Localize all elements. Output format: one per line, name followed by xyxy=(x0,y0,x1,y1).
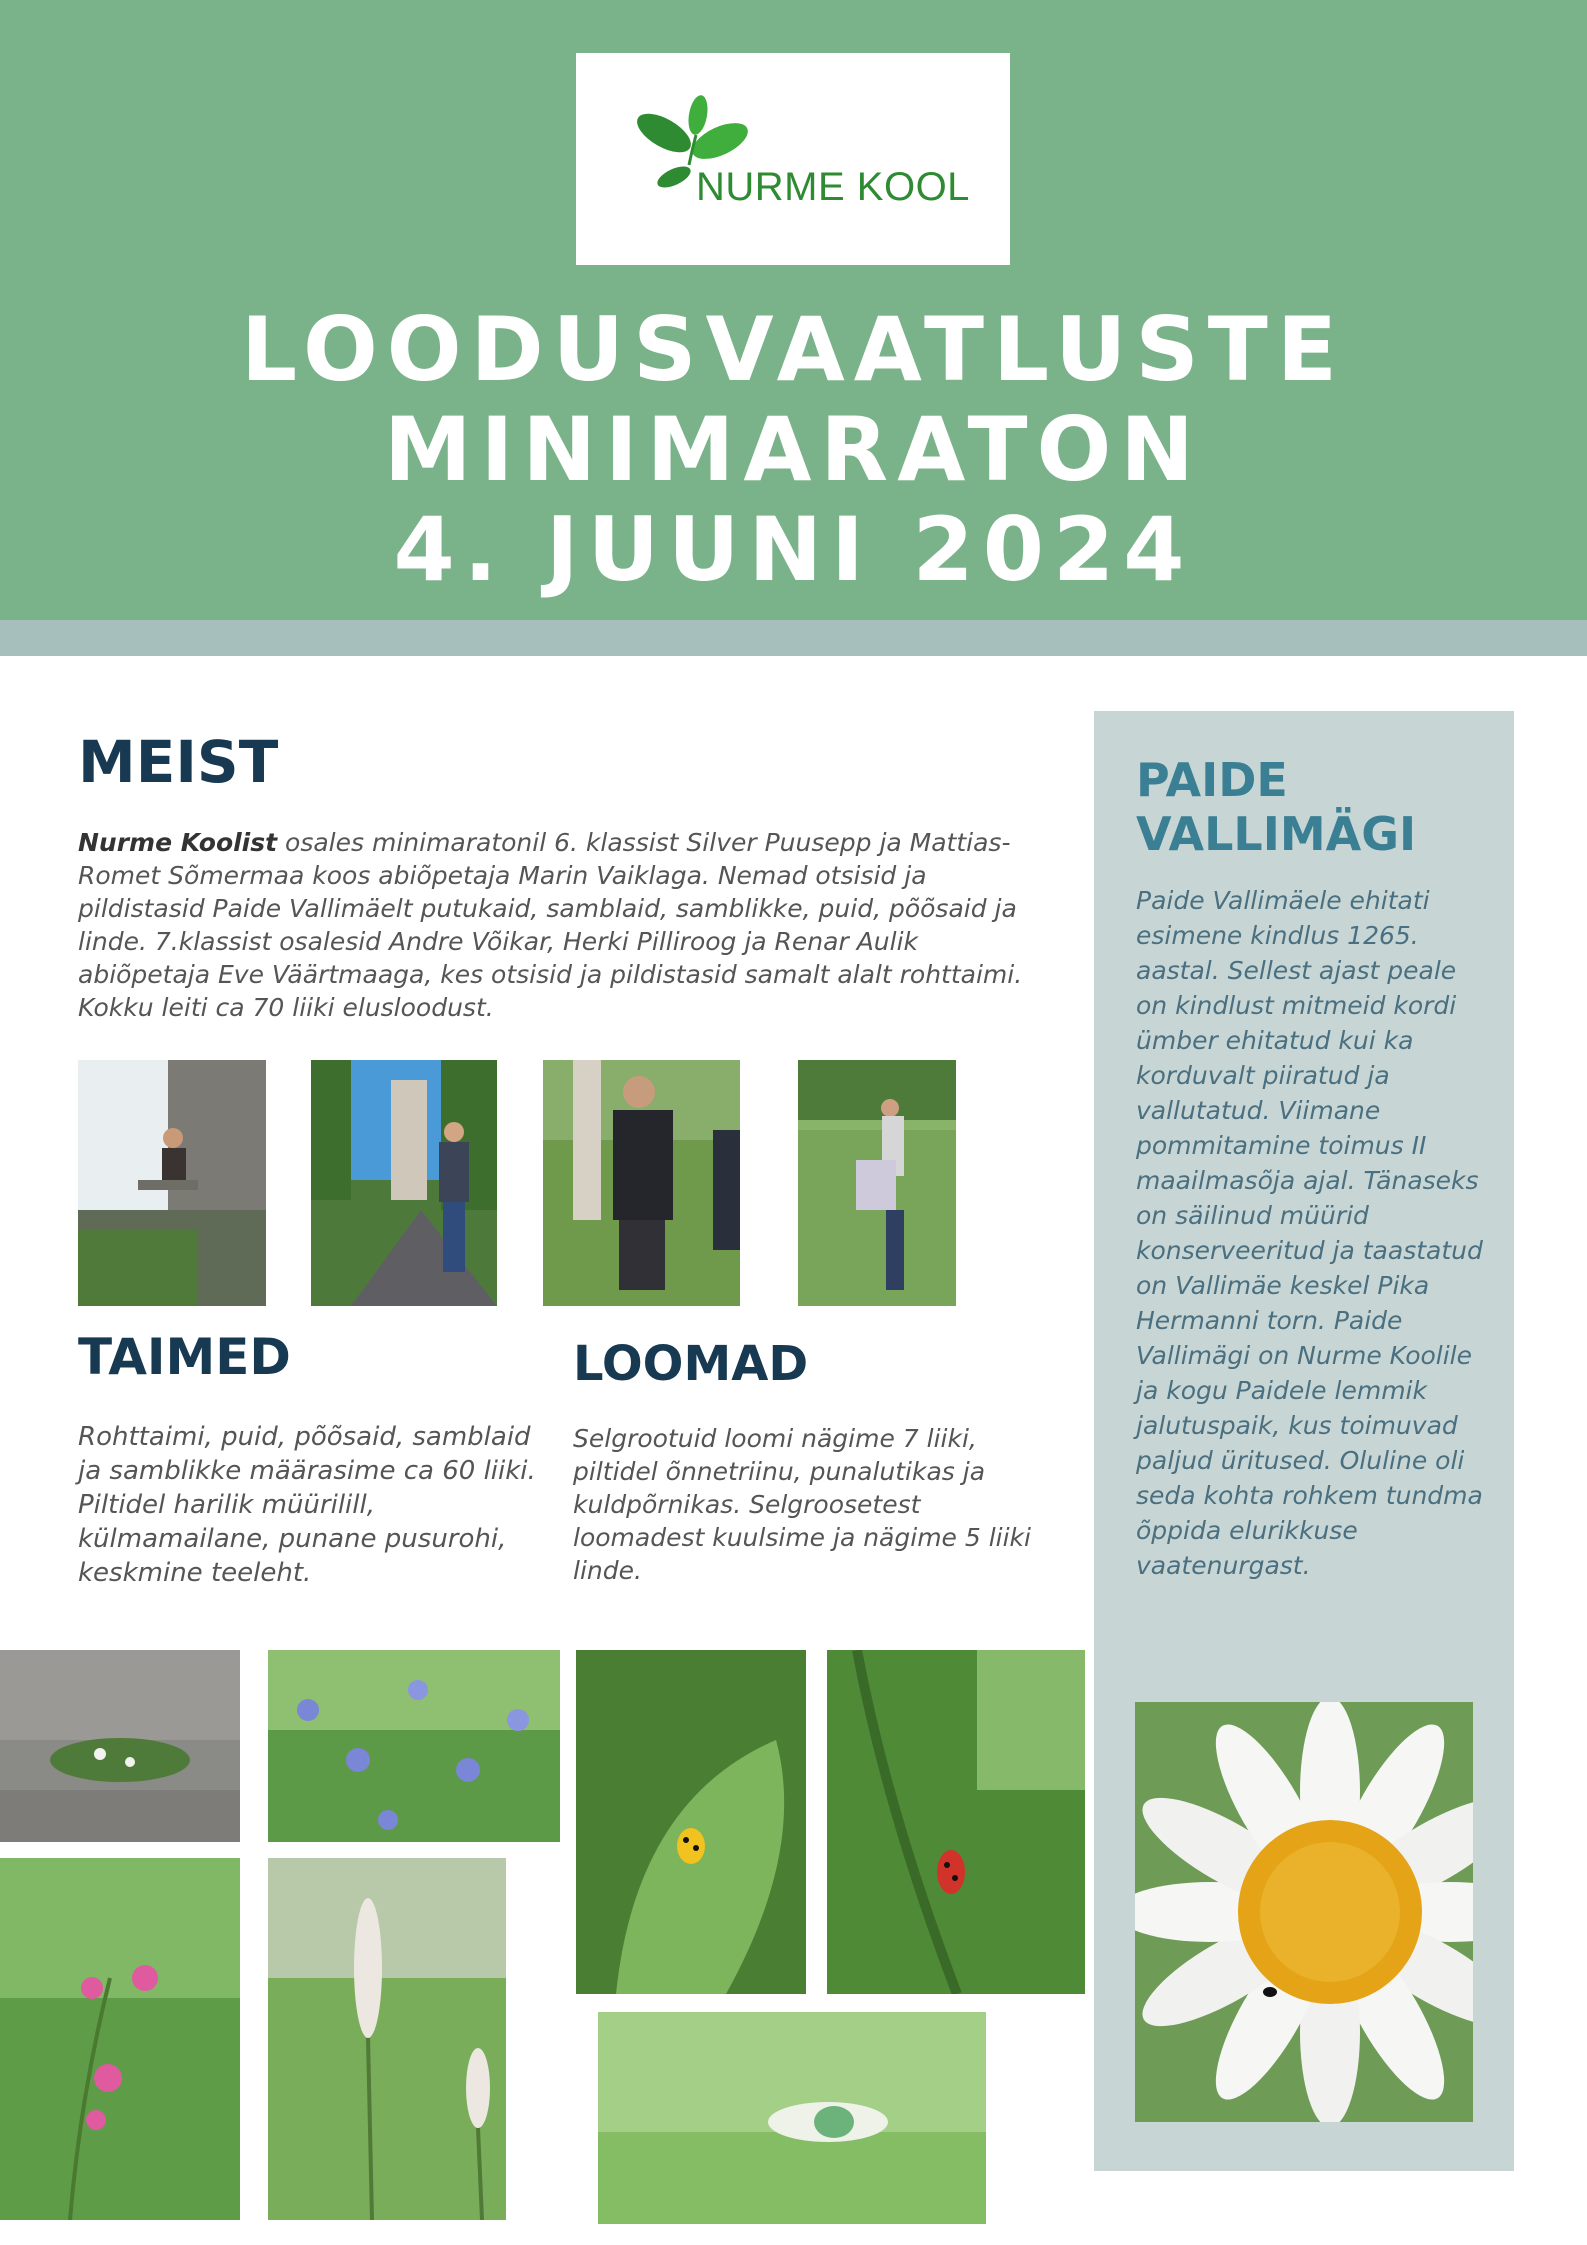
photo-rose-chafer xyxy=(598,2012,986,2224)
loomad-heading: LOOMAD xyxy=(573,1336,809,1392)
meist-lead: Nurme Koolist xyxy=(78,828,278,857)
header-divider-strip xyxy=(0,620,1587,656)
meist-text: osales minimaratonil 6. klassist Silver Puusepp ja Mattias-Romet Sõmermaa koos abiõpetaja Marin Vaiklaga. Nemad otsisid ja pildistasid Paide Vallimäelt putukaid, samblaid, samblikke, puid, põõsaid ja linde. 7.klassist osalesid Andre Võikar, Herki Pilliroog ja Renar Aulik abiõpetaja Eve Väärtmaaga, kes otsisid ja pildistasid samalt alalt rohttaimi. Kokku leiti ca 70 liiki elusloodust. xyxy=(78,828,1023,1022)
photo-plantain xyxy=(268,1858,506,2220)
photo-meadow-kids xyxy=(798,1060,956,1306)
sidebar-title-line2: VALLIMÄGI xyxy=(1136,807,1417,861)
photo-wall-plant xyxy=(0,1650,240,1842)
school-logo xyxy=(576,53,1010,265)
sidebar-title-line1: PAIDE xyxy=(1136,753,1288,807)
page-title-line2: MINIMARATON xyxy=(384,398,1203,501)
sidebar-paragraph: Paide Vallimäele ehitati esimene kindlus 1265. aastal. Sellest ajast peale on kindlust mitmeid kordi ümber ehitatud kui ka korduvalt piiratud ja vallutatud. Viimane pommitamine toimus II maailmasõja ajal. Tänaseks on säilinud müürid konserveeritud ja taastatud on Vallimäe keskel Pika Hermanni torn. Paide Vallimägi on Nurme Koolile ja kogu Paidele lemmik jalutuspaik, kus toimuvad paljud üritused. Oluline oli seda kohta rohkem tundma õppida elurikkuse vaatenurgast. xyxy=(1136,886,1483,1580)
meist-paragraph xyxy=(78,826,1038,1024)
taimed-heading: TAIMED xyxy=(78,1328,291,1386)
loomad-paragraph: Selgrootuid loomi nägime 7 liiki, piltidel õnnetriinu, punalutikas ja kuldpõrnikas. Selgroosetest loomadest kuulsime ja nägime 5 liiki linde. xyxy=(573,1424,1031,1585)
taimed-paragraph: Rohttaimi, puid, põõsaid, samblaid ja samblikke määrasime ca 60 liiki. Piltidel harilik müürilill, külmamailane, punane pusurohi, keskmine teeleht. xyxy=(78,1422,536,1588)
photo-boy-on-wall xyxy=(78,1060,266,1306)
photo-blue-flowers xyxy=(268,1650,560,1842)
photo-tower-man xyxy=(311,1060,497,1306)
page-title-line3: 4. JUUNI 2024 xyxy=(393,498,1194,601)
photo-ladybird xyxy=(576,1650,806,1994)
photo-firebug xyxy=(827,1650,1085,1994)
photo-pink-campion xyxy=(0,1858,240,2220)
logo-text: NURME KOOL xyxy=(696,165,970,209)
page-title-line1: LOODUSVAATLUSTE xyxy=(241,298,1346,401)
photo-daisy xyxy=(1135,1702,1473,2122)
photo-boy-waving xyxy=(543,1060,740,1306)
meist-heading: MEIST xyxy=(78,728,279,796)
sidebar-title xyxy=(1136,753,1416,861)
